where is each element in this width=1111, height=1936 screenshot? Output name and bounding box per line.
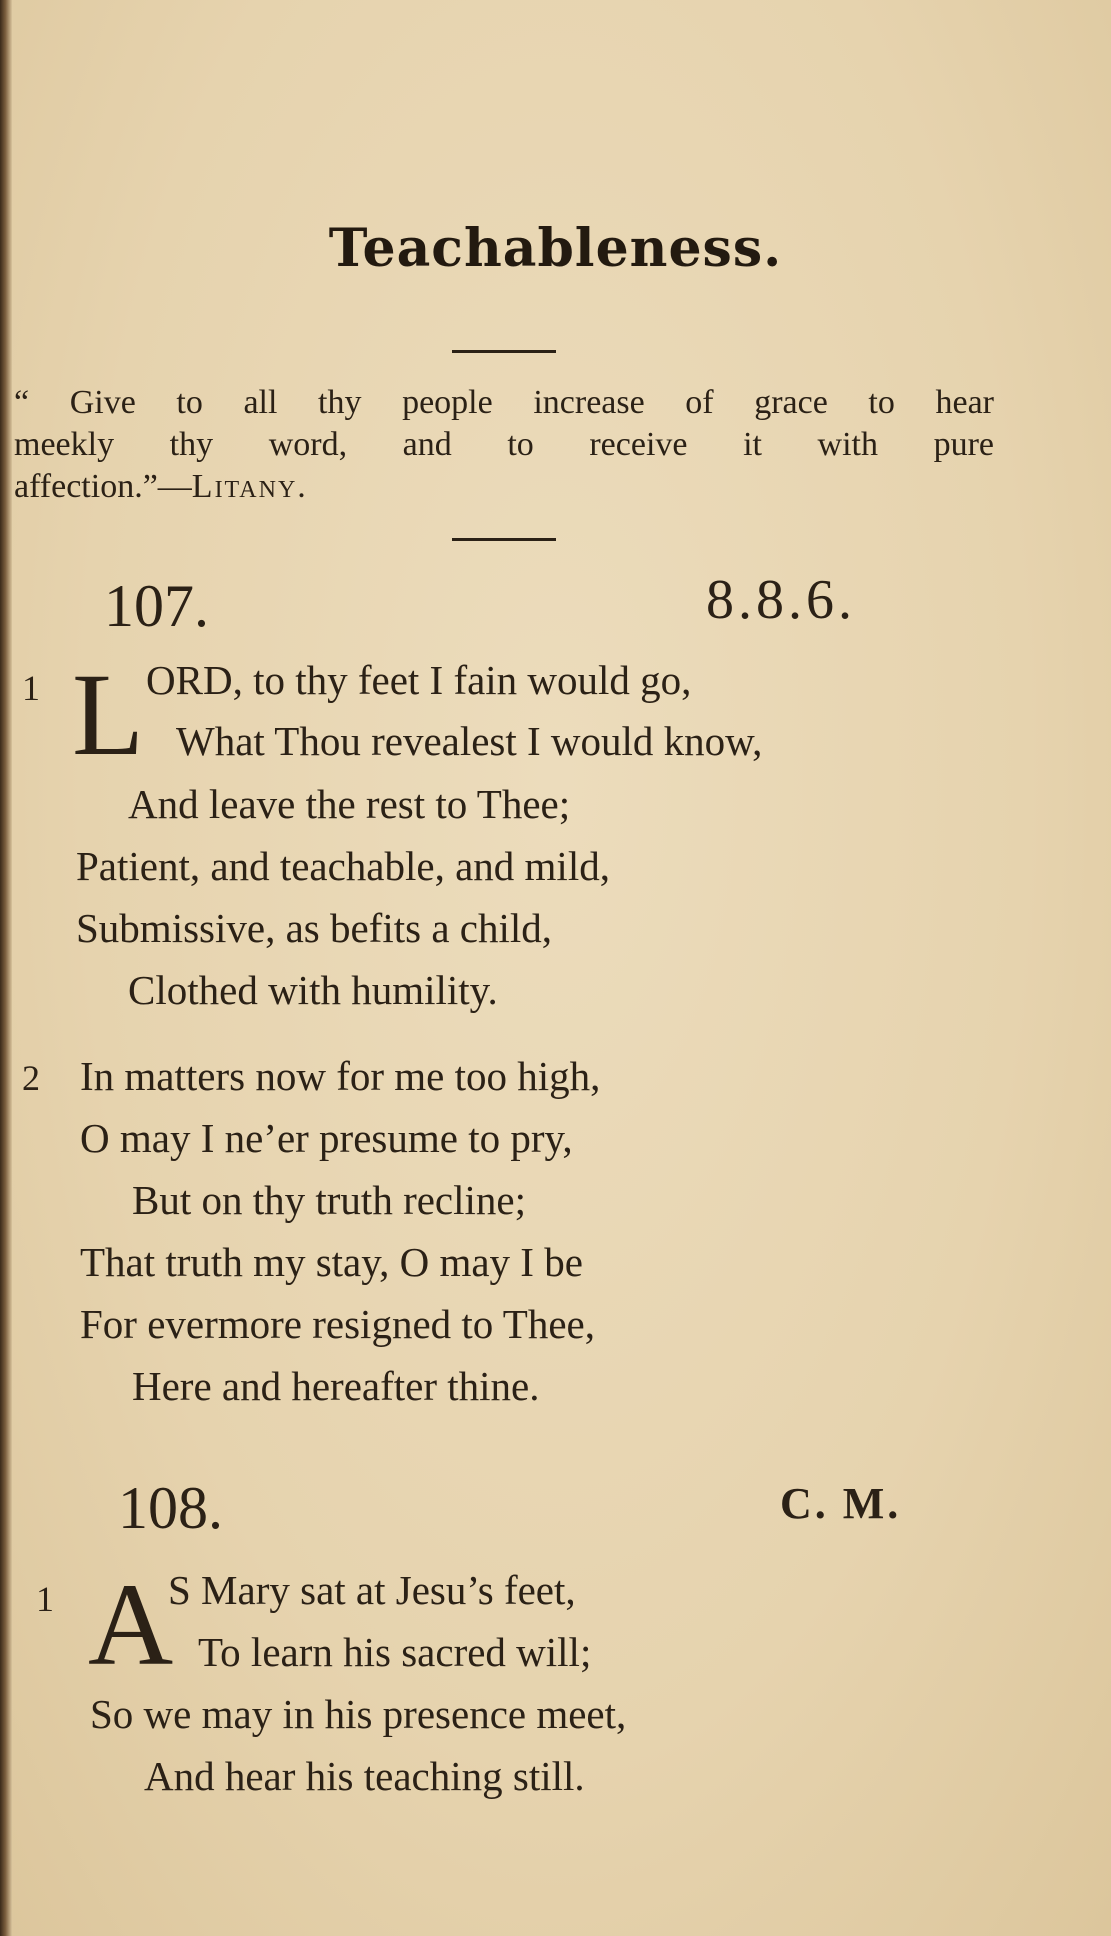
verse-number: 2	[22, 1058, 40, 1098]
page-title: Teachableness.	[328, 218, 783, 279]
hymn-line: And leave the rest to Thee;	[128, 781, 571, 827]
epigraph-text-end: affection.”—	[14, 468, 192, 505]
epigraph-source: Litany.	[191, 468, 308, 505]
hymn-line: Patient, and teachable, and mild,	[76, 843, 610, 889]
verse-number: 1	[36, 1579, 54, 1619]
hymn-line: S Mary sat at Jesu’s feet,	[168, 1567, 576, 1613]
hymn-line: But on thy truth recline;	[132, 1177, 526, 1223]
epigraph-rule	[452, 538, 556, 541]
hymn-meter-108: C. M.	[780, 1479, 902, 1528]
hymn-line: Clothed with humility.	[128, 967, 498, 1013]
epigraph	[14, 382, 994, 508]
hymn-line: That truth my stay, O may I be	[80, 1239, 583, 1285]
hymn-line: ORD, to thy feet I fain would go,	[146, 657, 692, 703]
epigraph-line-1: “ Give to all thy people increase of grace to hear	[14, 384, 994, 421]
hymn-line: So we may in his presence meet,	[90, 1691, 627, 1737]
page-spine-edge	[0, 0, 12, 1936]
hymn-number-108: 108.	[118, 1475, 223, 1541]
hymn-line: Submissive, as befits a child,	[76, 905, 553, 951]
drop-cap: A	[88, 1559, 174, 1690]
hymn-line: For evermore resigned to Thee,	[80, 1301, 595, 1347]
hymn-line: O may I ne’er presume to pry,	[80, 1115, 573, 1161]
hymn-line: In matters now for me too high,	[80, 1053, 601, 1099]
title-rule	[452, 350, 556, 353]
epigraph-line-3	[14, 466, 994, 508]
hymn-line: And hear his teaching still.	[144, 1753, 585, 1799]
hymn-line: What Thou revealest I would know,	[176, 718, 763, 764]
hymn-line: Here and hereafter thine.	[132, 1363, 540, 1409]
hymn-line: To learn his sacred will;	[198, 1629, 592, 1675]
verse-number: 1	[22, 668, 40, 708]
epigraph-line-2: meekly thy word, and to receive it with pure	[14, 426, 994, 463]
hymn-meter-107: 8.8.6.	[706, 569, 856, 631]
hymn-number-107: 107.	[104, 573, 209, 639]
drop-cap: L	[72, 649, 145, 780]
